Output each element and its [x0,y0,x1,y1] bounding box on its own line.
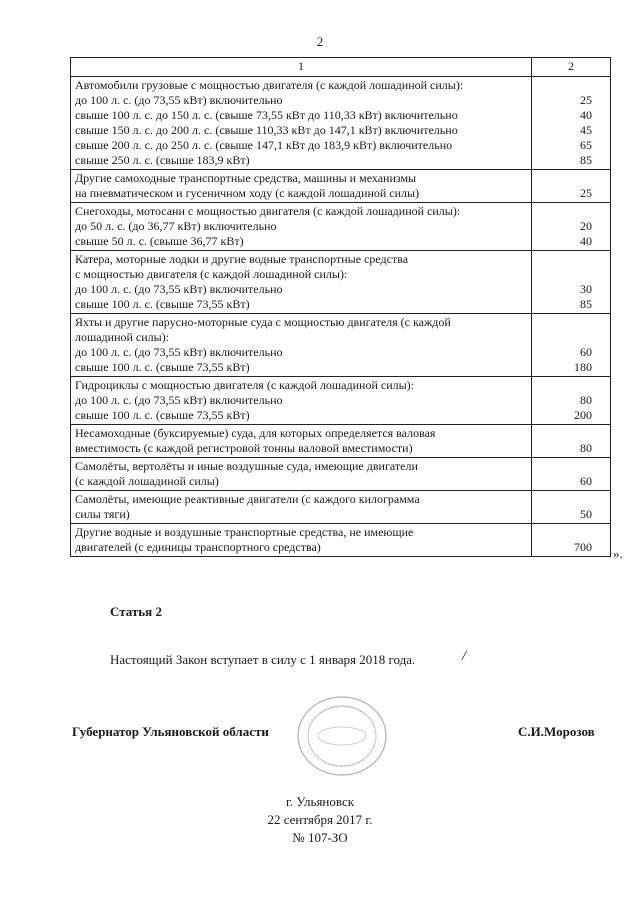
governor-name: С.И.Морозов [518,724,595,739]
tax-rate-value: 40 [580,108,592,122]
category-line: Несамоходные (буксируемые) суда, для которых определяется валовая [75,426,436,440]
tax-rate-value: 80 [580,393,592,407]
category-line: до 100 л. с. (до 73,55 кВт) включительно [75,282,283,296]
category-line: до 100 л. с. (до 73,55 кВт) включительно [75,345,283,359]
category-line: до 100 л. с. (до 73,55 кВт) включительно [75,93,283,107]
vehicle-category-cell [71,377,532,425]
tax-rate-cell [532,170,611,203]
tax-rate-value: 45 [580,123,592,137]
category-line: свыше 100 л. с. (свыше 73,55 кВт) [75,297,250,311]
tax-rate-cell [532,77,611,170]
category-line: силы тяги) [75,507,130,521]
column-header: 2 [532,58,611,77]
tax-rate-cell [532,524,611,557]
tax-rate-value: 200 [574,408,592,422]
table-header-row [71,58,611,77]
handwritten-mark: / [462,648,467,664]
category-line: до 100 л. с. (до 73,55 кВт) включительно [75,393,283,407]
table-row [71,425,611,458]
category-line: Другие самоходные транспортные средства, машины и механизмы [75,171,417,185]
tax-rate-value: 60 [580,345,592,359]
law-number: № 107-ЗО [292,830,348,845]
vehicle-category-cell [71,77,532,170]
closing-quote: ». [613,546,623,561]
category-line: Другие водные и воздушные транспортные средства, не имеющие [75,525,414,539]
tax-rate-value: 30 [580,282,592,296]
article-title: Статья 2 [110,604,162,619]
category-line: (с каждой лошадиной силы) [75,474,219,488]
category-line: Автомобили грузовые с мощностью двигателя (с каждой лошадиной силы): [75,78,464,92]
city: г. Ульяновск [285,794,355,809]
tax-rate-value: 25 [580,93,592,107]
table-row [71,77,611,170]
category-line: Катера, моторные лодки и другие водные транспортные средства [75,252,409,266]
official-seal [294,693,390,779]
tax-rate-value: 25 [580,186,592,200]
signing-date: 22 сентября 2017 г. [267,812,373,827]
table-row [71,251,611,314]
category-line: Снегоходы, мотосани с мощностью двигателя (с каждой лошадиной силы): [75,204,461,218]
tax-rate-value: 50 [580,507,592,521]
tax-rate-value: 80 [580,441,592,455]
table-row [71,314,611,377]
table-row [71,458,611,491]
category-line: свыше 50 л. с. (свыше 36,77 кВт) [75,234,244,248]
category-line: на пневматическом и гусеничном ходу (с каждой лошадиной силы) [75,186,420,200]
tax-rate-value: 180 [574,360,592,374]
article-text: Настоящий Закон вступает в силу с 1 января 2018 года. [110,652,416,667]
tax-rate-value: 60 [580,474,592,488]
vehicle-category-cell [71,251,532,314]
category-line: лошадиной силы): [75,330,170,344]
tax-rate-value: 85 [580,153,592,167]
table-row [71,524,611,557]
tax-rates-table [70,57,611,557]
category-line: Яхты и другие парусно-моторные суда с мощностью двигателя (с каждой [75,315,451,329]
column-header: 1 [71,58,532,77]
governor-title: Губернатор Ульяновской области [72,724,269,739]
category-line: вместимость (с каждой регистровой тонны валовой вместимости) [75,441,413,455]
tax-rate-value: 700 [574,540,592,554]
table-row [71,170,611,203]
vehicle-category-cell [71,314,532,377]
page-number: 2 [316,34,324,49]
category-line: двигателей (с единицы транспортного средства) [75,540,321,554]
tax-rate-cell [532,458,611,491]
category-line: Самолёты, вертолёты и иные воздушные суда, имеющие двигатели [75,459,418,473]
signing-place-block [0,793,640,847]
vehicle-category-cell [71,170,532,203]
table-row [71,377,611,425]
tax-rate-cell [532,377,611,425]
category-line: свыше 100 л. с. (свыше 73,55 кВт) [75,408,250,422]
vehicle-category-cell [71,203,532,251]
category-line: свыше 100 л. с. (свыше 73,55 кВт) [75,360,250,374]
table-row [71,203,611,251]
tax-rate-value: 65 [580,138,592,152]
tax-rate-cell [532,491,611,524]
tax-rate-cell [532,425,611,458]
category-line: Самолёты, имеющие реактивные двигатели (с каждого килограмма [75,492,420,506]
tax-rate-cell [532,251,611,314]
tax-rate-value: 20 [580,219,592,233]
vehicle-category-cell [71,458,532,491]
table-row [71,491,611,524]
category-line: свыше 150 л. с. до 200 л. с. (свыше 110,33 кВт до 147,1 кВт) включительно [75,123,458,137]
vehicle-category-cell [71,425,532,458]
vehicle-category-cell [71,491,532,524]
category-line: с мощностью двигателя (с каждой лошадиной силы): [75,267,348,281]
category-line: свыше 100 л. с. до 150 л. с. (свыше 73,55 кВт до 110,33 кВт) включительно [75,108,458,122]
category-line: свыше 250 л. с. (свыше 183,9 кВт) [75,153,250,167]
tax-rate-value: 85 [580,297,592,311]
tax-rate-value: 40 [580,234,592,248]
tax-rate-cell [532,203,611,251]
vehicle-category-cell [71,524,532,557]
category-line: свыше 200 л. с. до 250 л. с. (свыше 147,1 кВт до 183,9 кВт) включительно [75,138,453,152]
category-line: Гидроциклы с мощностью двигателя (с каждой лошадиной силы): [75,378,414,392]
category-line: до 50 л. с. (до 36,77 кВт) включительно [75,219,277,233]
tax-rate-cell [532,314,611,377]
